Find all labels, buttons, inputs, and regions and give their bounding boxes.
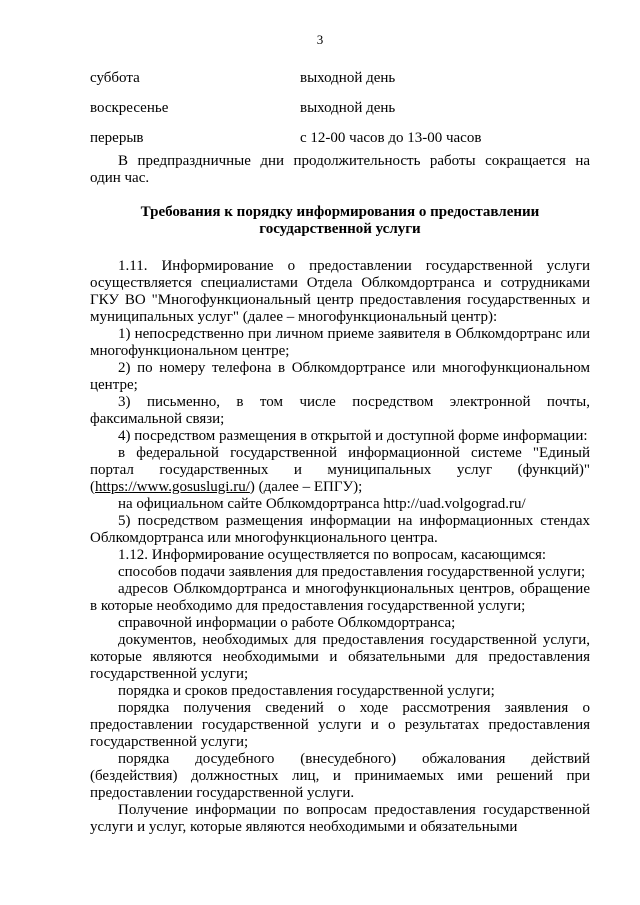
schedule-value: выходной день (300, 70, 396, 86)
schedule-row (90, 100, 590, 130)
work-schedule (90, 70, 590, 160)
schedule-day: суббота (90, 70, 140, 86)
schedule-day: воскресенье (90, 100, 169, 116)
schedule-value: выходной день (300, 100, 396, 116)
paragraph: адресов Облкомдортранса и многофункциональных центров, обращение в которые необходимо для предоставления государственной услуги; (90, 581, 590, 614)
paragraph-suffix: (далее – ЕПГУ); (254, 479, 363, 495)
paragraph: 4) посредством размещения в открытой и доступной форме информации: (118, 428, 588, 444)
pre-holiday-note: В предпраздничные дни продолжительность работы сокращается на один час. (90, 153, 590, 186)
paragraph: 1.12. Информирование осуществляется по вопросам, касающимся: (118, 547, 547, 563)
paragraph: 3) письменно, в том числе посредством электронной почты, факсимальной связи; (90, 394, 590, 427)
section-title-line: Требования к порядку информирования о предоставлении (140, 204, 540, 220)
section-body (90, 258, 590, 836)
paragraph: 1) непосредственно при личном приеме заявителя в Облкомдортранс или многофункциональном центре; (90, 326, 590, 359)
page-number: 3 (316, 32, 324, 47)
paragraph: порядка досудебного (внесудебного) обжалования действий (бездействия) должностных лиц, и принимаемых ими решений при предоставлении государственной услуги. (90, 751, 590, 801)
gosuslugi-link[interactable]: https://www.gosuslugi.ru/ (95, 479, 250, 495)
section-title (90, 204, 590, 238)
paragraph: способов подачи заявления для предоставления государственной услуги; (118, 564, 586, 580)
paragraph: в федеральной государственной информационной системе "Единый портал государственных и муниципальных услуг (функций)" (https://www.gosuslugi.ru/) (далее – ЕПГУ); (90, 445, 590, 495)
paragraph-text: в федеральной государственной информационной системе "Единый портал государственных и муниципальных услуг (функций)" (90, 445, 590, 478)
schedule-value: с 12-00 часов до 13-00 часов (300, 130, 482, 146)
section-title-line: государственной услуги (259, 221, 421, 237)
schedule-day: перерыв (90, 130, 144, 146)
schedule-row (90, 70, 590, 100)
paragraph: документов, необходимых для предоставления государственной услуги, которые являются необходимыми и обязательными для предоставления государственной услуги; (90, 632, 590, 682)
paragraph: 1.11. Информирование о предоставлении государственной услуги осуществляется специалистами Отдела Облкомдортранса и сотрудниками ГКУ ВО "Многофункциональный центр предоставления государственных и муниципальных услуг" (далее – многофункциональный центр): (90, 258, 590, 325)
paragraph: на официальном сайте Облкомдортранса http://uad.volgograd.ru/ (118, 496, 526, 512)
paragraph: справочной информации о работе Облкомдортранса; (118, 615, 456, 631)
paragraph: Получение информации по вопросам предоставления государственной услуги и услуг, которые являются необходимыми и обязательными (90, 802, 590, 835)
paragraph: 2) по номеру телефона в Облкомдортрансе или многофункциональном центре; (90, 360, 590, 393)
paragraph: порядка и сроков предоставления государственной услуги; (118, 683, 495, 699)
paragraph: 5) посредством размещения информации на информационных стендах Облкомдортранса или многофункционального центра. (90, 513, 590, 546)
paragraph: порядка получения сведений о ходе рассмотрения заявления о предоставлении государственной услуги и о результатах предоставления государственной услуги; (90, 700, 590, 750)
